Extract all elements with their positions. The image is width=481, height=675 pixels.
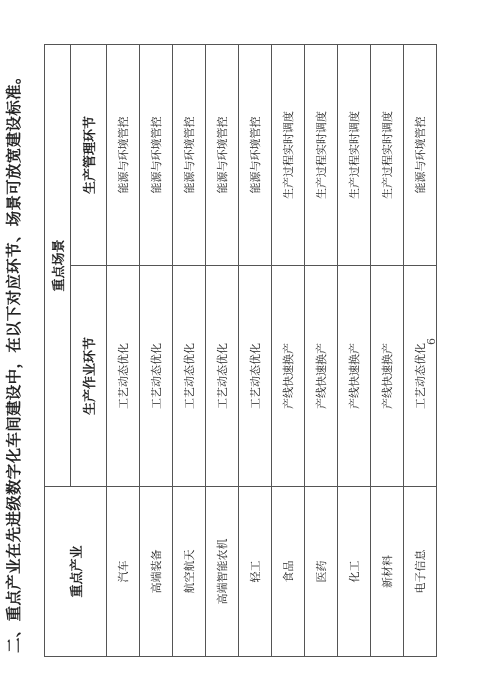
production-cell: 工艺动态优化: [107, 266, 140, 487]
management-cell: 能源与环境管控: [107, 44, 140, 265]
table-row: [107, 44, 140, 656]
header-scenario: 重点场景: [45, 44, 71, 486]
management-cell: 能源与环境管控: [206, 44, 239, 265]
table-row: [371, 44, 404, 656]
table-row: [206, 44, 239, 656]
table-row: [140, 44, 173, 656]
industry-cell: 医药: [305, 487, 338, 657]
management-cell: 生产过程实时调度: [305, 44, 338, 265]
industry-cell: 汽车: [107, 487, 140, 657]
table-row: [338, 44, 371, 656]
production-cell: 产线快速换产: [338, 266, 371, 487]
production-cell: 工艺动态优化: [173, 266, 206, 487]
table-row: [305, 44, 338, 656]
management-cell: 能源与环境管控: [173, 44, 206, 265]
production-cell: 产线快速换产: [371, 266, 404, 487]
industry-cell: 新材料: [371, 487, 404, 657]
table-body: [107, 44, 437, 656]
table-row: [404, 44, 437, 656]
production-cell: 产线快速换产: [272, 266, 305, 487]
table-row: [272, 44, 305, 656]
table-row: [239, 44, 272, 656]
industry-cell: 食品: [272, 487, 305, 657]
header-production: 生产作业环节: [71, 266, 107, 487]
production-cell: 工艺动态优化: [206, 266, 239, 487]
production-cell: 产线快速换产: [305, 266, 338, 487]
table-row: [173, 44, 206, 656]
page-number: 6: [425, 338, 438, 345]
management-cell: 生产过程实时调度: [272, 44, 305, 265]
management-cell: 能源与环境管控: [404, 44, 437, 265]
industry-cell: 高端智能农机: [206, 487, 239, 657]
industry-cell: 高端装备: [140, 487, 173, 657]
industry-cell: 航空航天: [173, 487, 206, 657]
production-cell: 工艺动态优化: [239, 266, 272, 487]
industry-cell: 化工: [338, 487, 371, 657]
industry-cell: 电子信息: [404, 487, 437, 657]
header-management: 生产管理环节: [71, 44, 107, 265]
header-industry: 重点产业: [45, 487, 107, 657]
industry-cell: 轻工: [239, 487, 272, 657]
management-cell: 能源与环境管控: [140, 44, 173, 265]
section-heading: 二、重点产业在先进级数字化车间建设中，在以下对应环节、场景可放宽建设标准。: [4, 68, 23, 653]
management-cell: 生产过程实时调度: [338, 44, 371, 265]
management-cell: 生产过程实时调度: [371, 44, 404, 265]
production-cell: 工艺动态优化: [404, 266, 437, 487]
production-cell: 工艺动态优化: [140, 266, 173, 487]
standards-table: [44, 44, 437, 657]
management-cell: 能源与环境管控: [239, 44, 272, 265]
